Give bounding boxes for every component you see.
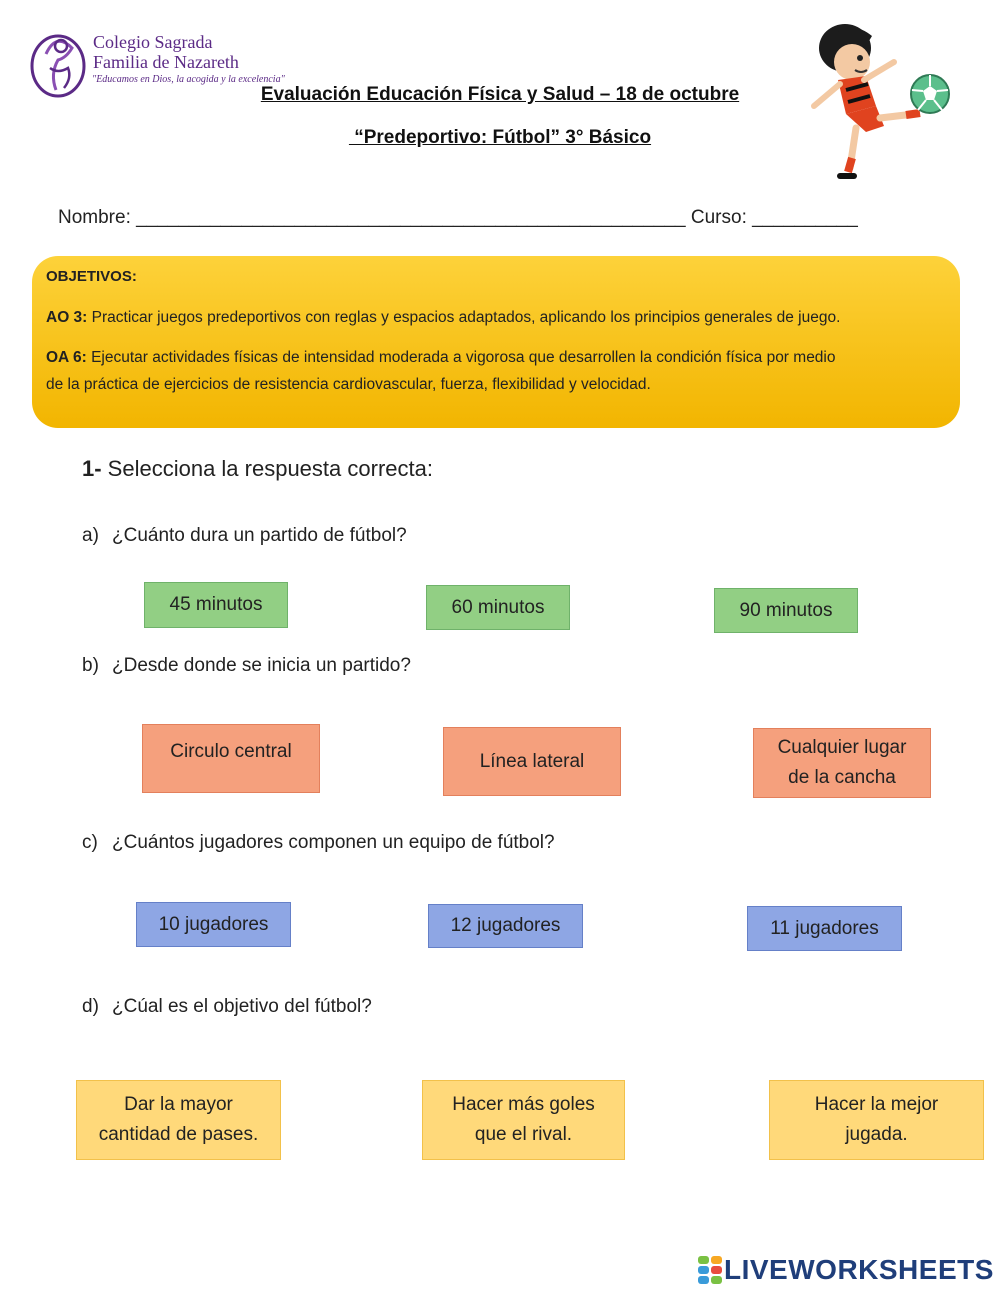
option-label-line2: cantidad de pases. <box>98 1124 259 1145</box>
option-label-line1: Hacer más goles <box>452 1094 595 1115</box>
liveworksheets-logo-icon <box>698 1256 722 1284</box>
option-label-line1: Hacer la mejor <box>814 1094 939 1115</box>
option-d-2[interactable] <box>422 1080 625 1160</box>
option-label: 45 minutos <box>169 594 263 615</box>
section-number: 1- <box>82 456 102 481</box>
option-label-line1: Cualquier lugar <box>777 737 907 758</box>
option-c-1[interactable] <box>136 902 291 947</box>
option-a-1[interactable] <box>144 582 288 628</box>
option-label-line2: jugada. <box>845 1124 908 1145</box>
objective-oa6-text-line2: de la práctica de ejercicios de resistencia cardiovascular, fuerza, flexibilidad y velocidad. <box>46 376 651 393</box>
liveworksheets-brand <box>698 1254 994 1286</box>
option-a-2[interactable] <box>426 585 570 630</box>
school-name-line2: Familia de Nazareth <box>93 52 239 72</box>
option-c-2[interactable] <box>428 904 583 948</box>
question-text: ¿Cuántos jugadores componen un equipo de fútbol? <box>112 832 555 853</box>
option-label: 90 minutos <box>739 599 833 621</box>
objective-ao3-text: Practicar juegos predeportivos con reglas y espacios adaptados, aplicando los principios generales de juego. <box>87 309 841 326</box>
objectives-box <box>32 256 960 428</box>
school-name-line1: Colegio Sagrada <box>93 32 213 52</box>
question-text: ¿Desde donde se inicia un partido? <box>112 655 411 676</box>
option-label-line2: de la cancha <box>788 767 896 788</box>
option-label: Circulo central <box>170 741 292 762</box>
objective-ao3 <box>46 304 956 331</box>
question-a <box>82 525 407 547</box>
question-text: ¿Cúal es el objetivo del fútbol? <box>112 996 372 1017</box>
option-label: 11 jugadores <box>770 917 879 939</box>
option-d-3[interactable] <box>769 1080 984 1160</box>
option-b-1[interactable] <box>142 724 320 793</box>
page-subtitle: “Predeportivo: Fútbol” 3° Básico <box>348 127 652 148</box>
option-label: 60 minutos <box>451 596 545 618</box>
option-a-3[interactable] <box>714 588 858 633</box>
option-label: Línea lateral <box>479 750 585 772</box>
question-b <box>82 655 411 677</box>
objective-oa6-code: OA 6: <box>46 349 87 366</box>
option-b-3[interactable] <box>753 728 931 798</box>
objectives-heading: OBJETIVOS: <box>46 268 137 285</box>
option-c-3[interactable] <box>747 906 902 951</box>
question-c <box>82 832 555 854</box>
school-name <box>93 32 239 72</box>
school-motto: "Educamos en Dios, la acogida y la excelencia" <box>92 74 285 85</box>
section-heading <box>82 456 433 482</box>
page-title: Evaluación Educación Física y Salud – 18 de octubre <box>260 84 740 105</box>
option-label-line2: que el rival. <box>474 1124 573 1145</box>
option-label: 10 jugadores <box>158 913 269 935</box>
option-label: 12 jugadores <box>450 915 561 936</box>
option-d-1[interactable] <box>76 1080 281 1160</box>
option-b-2[interactable] <box>443 727 621 796</box>
section-heading-text: Selecciona la respuesta correcta: <box>101 456 433 481</box>
objective-oa6-text-line1: Ejecutar actividades físicas de intensidad moderada a vigorosa que desarrollen la condición física por medio <box>86 349 836 366</box>
question-d <box>82 996 372 1018</box>
objective-oa6 <box>46 344 956 398</box>
question-letter: c) <box>82 832 98 853</box>
liveworksheets-brand-text: LIVEWORKSHEETS <box>724 1254 994 1285</box>
question-text: ¿Cuánto dura un partido de fútbol? <box>112 525 407 546</box>
question-letter: b) <box>82 655 99 676</box>
option-label-line1: Dar la mayor <box>124 1094 233 1115</box>
student-name-course-field[interactable]: Nombre: ____________________________________________________ Curso: __________ <box>58 207 858 228</box>
soccer-player-icon <box>800 18 958 186</box>
question-letter: a) <box>82 525 99 546</box>
question-letter: d) <box>82 996 99 1017</box>
objective-ao3-code: AO 3: <box>46 309 88 326</box>
